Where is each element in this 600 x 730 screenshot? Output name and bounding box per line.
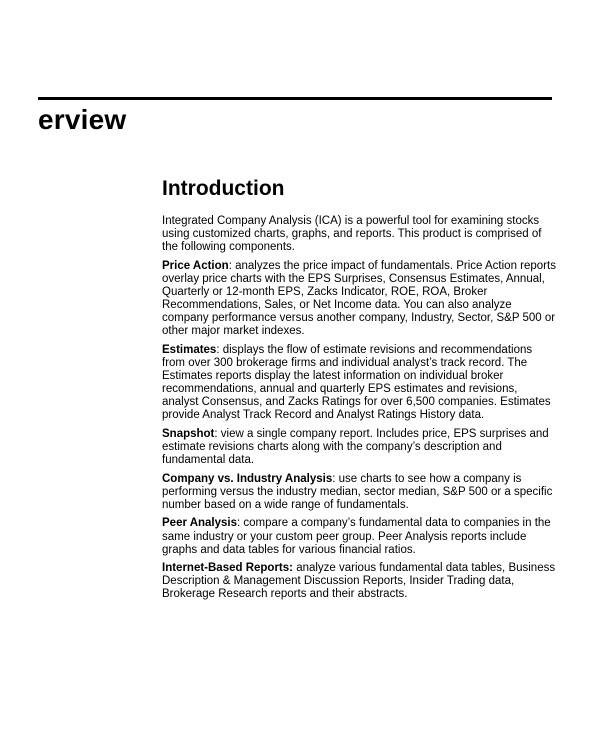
intro-paragraph: Integrated Company Analysis (ICA) is a powerful tool for examining stocks using customized charts, graphs, and reports. This product is comprised of the following components.	[162, 215, 542, 254]
section-heading: Introduction	[162, 177, 285, 200]
component-peer-analysis	[162, 517, 556, 556]
component-description: : compare a company’s fundamental data to companies in the same industry or your custom peer group. Peer Analysis reports include graphs and data tables for various financial ratios.	[162, 517, 551, 556]
main-content	[162, 176, 556, 607]
component-company-vs-industry	[162, 473, 556, 512]
chapter-title: erview	[38, 104, 127, 135]
header-rule	[38, 97, 552, 100]
component-description: analyze various fundamental data tables, Business Description & Management Discussion Reports, Insider Trading data, Brokerage Research reports and their abstracts.	[162, 562, 556, 601]
component-estimates	[162, 344, 556, 423]
component-internet-reports	[162, 562, 556, 601]
component-term: Snapshot	[162, 427, 215, 440]
component-price-action	[162, 260, 556, 339]
component-description: : analyzes the price impact of fundamentals. Price Action reports overlay price charts with the EPS Surprises, Consensus Estimates, Annual, Quarterly or 12-month EPS, Zacks Indicator, ROE, ROA, Broker Recommendations, Sales, or Net Income data. You can also analyze company performance versus another company, Industry, Sector, S&P 500 or other major market indexes.	[162, 259, 556, 338]
component-term: Company vs. Industry Analysis	[162, 472, 333, 485]
component-description: : view a single company report. Includes price, EPS surprises and estimate revisions charts along with the company’s description and fundamental data.	[162, 427, 549, 467]
component-term: Internet-Based Reports:	[162, 562, 293, 575]
component-term: Estimates	[162, 343, 217, 356]
component-term: Price Action	[162, 259, 229, 272]
component-snapshot	[162, 428, 556, 467]
component-term: Peer Analysis	[162, 517, 238, 530]
component-description: : use charts to see how a company is performing versus the industry median, sector median, S&P 500 or a specific number based on a wide range of fundamentals.	[162, 472, 553, 511]
component-description: : displays the flow of estimate revisions and recommendations from over 300 brokerage firms and individual analyst’s track record. The Estimates reports display the latest information on individual broker recommendations, annual and quarterly EPS estimates and revisions, analyst Consensus, and Zacks Ratings for over 6,500 companies. Estimates provide Analyst Track Record and Analyst Ratings History data.	[162, 343, 551, 422]
